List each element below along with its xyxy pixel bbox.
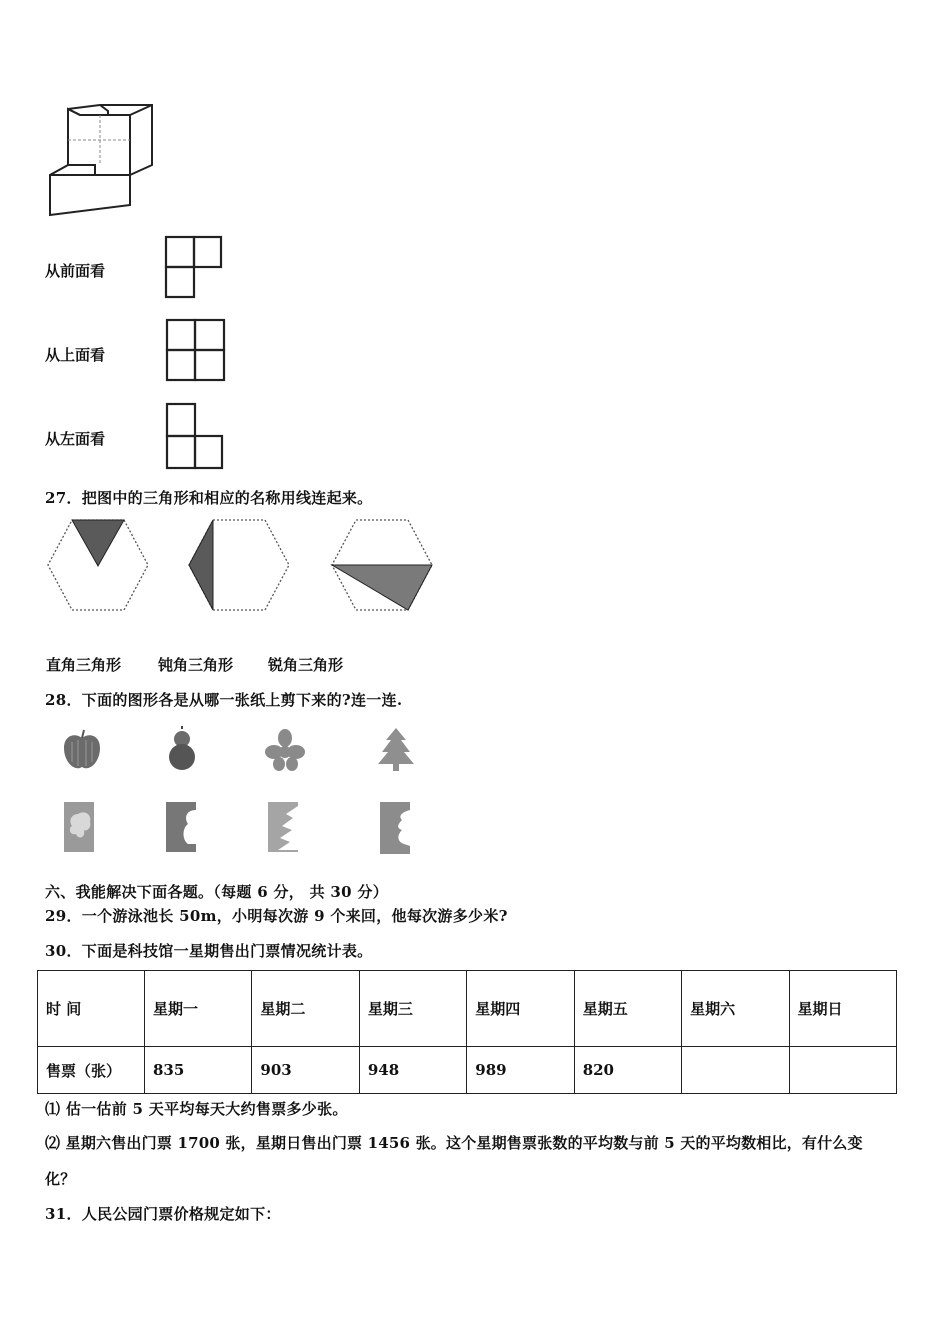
table-cell bbox=[789, 1047, 896, 1094]
question-30-sub2-line1: ⑵ 星期六售出门票 1700 张，星期日售出门票 1456 张。这个星期售票张数的平均数与前 5 天的平均数相比，有什么变 bbox=[45, 1134, 863, 1152]
table-header-cell: 星期二 bbox=[252, 971, 359, 1047]
table-cell: 948 bbox=[359, 1047, 466, 1094]
triangle-name-obtuse: 钝角三角形 bbox=[158, 656, 234, 674]
cube-figure bbox=[40, 95, 165, 220]
paper-d bbox=[378, 800, 412, 856]
left-view-label: 从左面看 bbox=[45, 430, 106, 448]
front-view-label: 从前面看 bbox=[45, 262, 106, 280]
hexagon-1 bbox=[46, 518, 150, 612]
table-header-cell: 星期日 bbox=[789, 971, 896, 1047]
table-cell: 903 bbox=[252, 1047, 359, 1094]
tree-cutout bbox=[376, 726, 416, 772]
table-header-cell: 星期六 bbox=[682, 971, 789, 1047]
table-cell: 835 bbox=[145, 1047, 252, 1094]
hexagon-3 bbox=[330, 518, 434, 612]
table-header-row bbox=[38, 971, 897, 1047]
table-header-cell: 星期四 bbox=[467, 971, 574, 1047]
table-cell: 989 bbox=[467, 1047, 574, 1094]
apple-cutout bbox=[60, 728, 104, 772]
question-29: 29．一个游泳池长 50m，小明每次游 9 个来回，他每次游多少米? bbox=[45, 907, 508, 925]
hexagon-2 bbox=[187, 518, 291, 612]
table-header-cell: 星期一 bbox=[145, 971, 252, 1047]
question-30: 30．下面是科技馆一星期售出门票情况统计表。 bbox=[45, 942, 373, 960]
top-view-diagram bbox=[165, 318, 227, 382]
flower-cutout bbox=[262, 728, 308, 772]
table-header-cell: 星期三 bbox=[359, 971, 466, 1047]
table-header-cell: 星期五 bbox=[574, 971, 681, 1047]
question-27: 27．把图中的三角形和相应的名称用线连起来。 bbox=[45, 489, 373, 507]
gourd-cutout bbox=[160, 726, 204, 772]
triangle-name-right: 直角三角形 bbox=[46, 656, 122, 674]
section-6-heading: 六、我能解决下面各题。（每题 6 分， 共 30 分） bbox=[45, 883, 389, 901]
table-header-cell: 时 间 bbox=[38, 971, 145, 1047]
question-30-sub1: ⑴ 估一估前 5 天平均每天大约售票多少张。 bbox=[45, 1100, 348, 1118]
table-cell: 售票（张） bbox=[38, 1047, 145, 1094]
question-28: 28．下面的图形各是从哪一张纸上剪下来的?连一连. bbox=[45, 691, 403, 709]
question-31: 31．人民公园门票价格规定如下： bbox=[45, 1205, 281, 1223]
paper-a bbox=[62, 800, 96, 854]
table-cell: 820 bbox=[574, 1047, 681, 1094]
table-cell bbox=[682, 1047, 789, 1094]
front-view-diagram bbox=[164, 235, 224, 299]
ticket-sales-table bbox=[37, 970, 897, 1094]
question-30-sub2-line2: 化？ bbox=[45, 1170, 76, 1188]
table-row bbox=[38, 1047, 897, 1094]
paper-b bbox=[164, 800, 198, 854]
paper-c bbox=[266, 800, 300, 854]
triangle-name-acute: 锐角三角形 bbox=[268, 656, 344, 674]
left-view-diagram bbox=[165, 402, 225, 470]
top-view-label: 从上面看 bbox=[45, 346, 106, 364]
